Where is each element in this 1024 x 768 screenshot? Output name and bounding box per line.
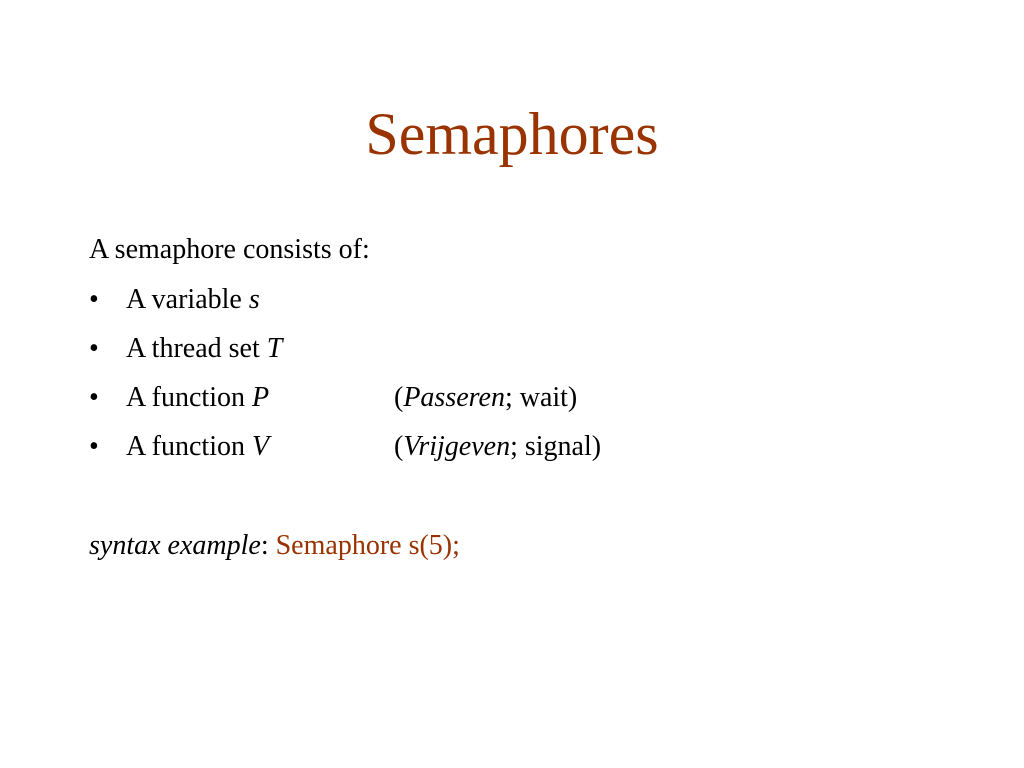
bullet-icon: • (89, 431, 99, 462)
note-rest: ; wait) (504, 382, 578, 413)
slide-title: Semaphores (365, 101, 659, 167)
bullet-note (394, 378, 577, 418)
syntax-colon: : (260, 530, 276, 561)
bullet-symbol: P (252, 382, 270, 413)
bullet-symbol: s (248, 284, 260, 315)
bullet-text (126, 427, 269, 467)
note-rest: ; signal) (510, 431, 602, 462)
syntax-label: syntax example (89, 530, 261, 561)
bullet-prefix: A function (126, 431, 252, 462)
bullet-symbol: T (266, 333, 283, 364)
bullet-icon: • (89, 333, 99, 364)
bullet-icon: • (89, 284, 99, 315)
bullet-symbol: V (252, 431, 270, 462)
note-open: ( (394, 431, 404, 462)
bullet-prefix: A function (126, 382, 252, 413)
bullet-text (126, 329, 282, 369)
bullet-text (126, 280, 260, 320)
intro-text: A semaphore consists of: (89, 234, 370, 265)
bullet-icon: • (89, 382, 99, 413)
bullet-note (394, 427, 601, 467)
note-term: Vrijgeven (403, 431, 511, 462)
bullet-prefix: A variable (126, 284, 249, 315)
syntax-code: Semaphore s(5); (275, 530, 460, 561)
note-open: ( (394, 382, 404, 413)
note-term: Passeren (403, 382, 505, 413)
bullet-text (126, 378, 269, 418)
syntax-example (89, 526, 460, 566)
bullet-prefix: A thread set (126, 333, 267, 364)
